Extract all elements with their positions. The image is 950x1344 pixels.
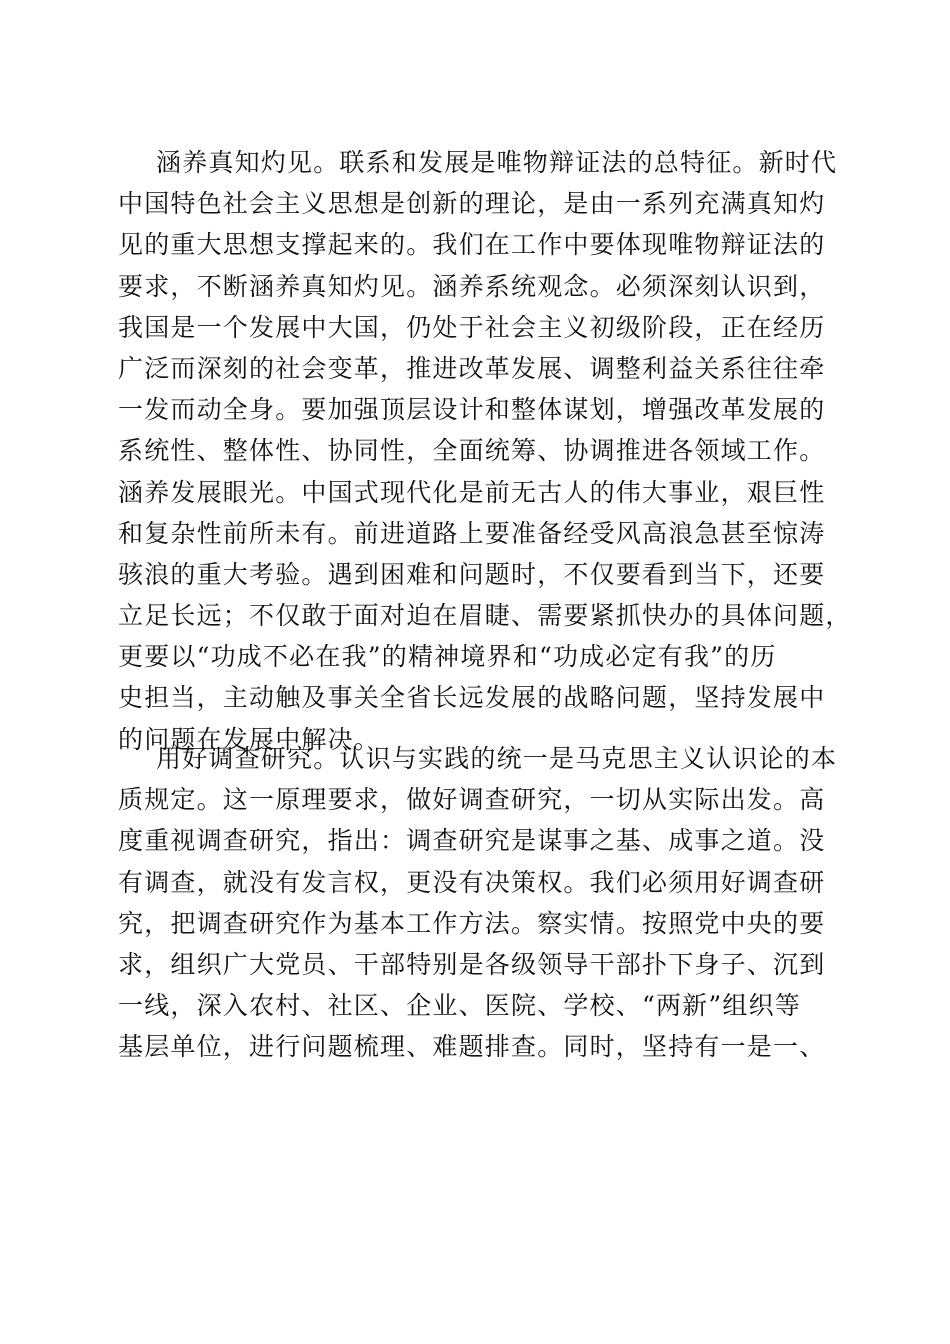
paragraph-cultivate-insight	[118, 142, 852, 760]
text-line: 涵养真知灼见。联系和发展是唯物辩证法的总特征。新时代	[156, 148, 838, 177]
text-line: 涵养发展眼光。中国式现代化是前无古人的伟大事业，艰巨性	[118, 477, 826, 507]
text-line: 的问题在发展中解决。	[118, 724, 381, 754]
text-line: 质规定。这一原理要求，做好调查研究，一切从实际出发。高	[118, 785, 826, 815]
text-line: 更要以“功成不必在我”的精神境界和“功成必定有我”的历	[118, 642, 777, 672]
text-line: 我国是一个发展中大国，仍处于社会主义初级阶段，正在经历	[118, 312, 826, 342]
text-line: 系统性、整体性、协同性，全面统筹、协调推进各领域工作。	[118, 436, 826, 466]
text-line: 骇浪的重大考验。遇到困难和问题时，不仅要看到当下，还要	[118, 559, 826, 589]
text-line: 度重视调查研究，指出：调查研究是谋事之基、成事之道。没	[118, 826, 826, 856]
text-line: 用好调查研究。认识与实践的统一是马克思主义认识论的本	[156, 744, 838, 773]
text-line: 求，组织广大党员、干部特别是各级领导干部扑下身子、沉到	[118, 949, 826, 979]
paragraph-use-investigation	[118, 738, 838, 1068]
text-line: 中国特色社会主义思想是创新的理论，是由一系列充满真知灼	[118, 189, 826, 219]
text-line: 一线，深入农村、社区、企业、医院、学校、“两新”组织等	[118, 991, 801, 1021]
text-line: 要求，不断涵养真知灼见。涵养系统观念。必须深刻认识到，	[118, 271, 826, 301]
text-line: 基层单位，进行问题梳理、难题排查。同时，坚持有一是一、	[118, 1032, 826, 1062]
text-line: 史担当，主动触及事关全省长远发展的战略问题，坚持发展中	[118, 683, 826, 713]
text-line: 立足长远；不仅敢于面对迫在眉睫、需要紧抓快办的具体问题，	[118, 601, 852, 631]
text-line: 见的重大思想支撑起来的。我们在工作中要体现唯物辩证法的	[118, 230, 826, 260]
text-line: 有调查，就没有发言权，更没有决策权。我们必须用好调查研	[118, 867, 826, 897]
text-line: 和复杂性前所未有。前进道路上要准备经受风高浪急甚至惊涛	[118, 518, 826, 548]
text-line: 究，把调查研究作为基本工作方法。察实情。按照党中央的要	[118, 908, 826, 938]
text-line: 广泛而深刻的社会变革，推进改革发展、调整利益关系往往牵	[118, 353, 826, 383]
text-line: 一发而动全身。要加强顶层设计和整体谋划，增强改革发展的	[118, 395, 826, 425]
